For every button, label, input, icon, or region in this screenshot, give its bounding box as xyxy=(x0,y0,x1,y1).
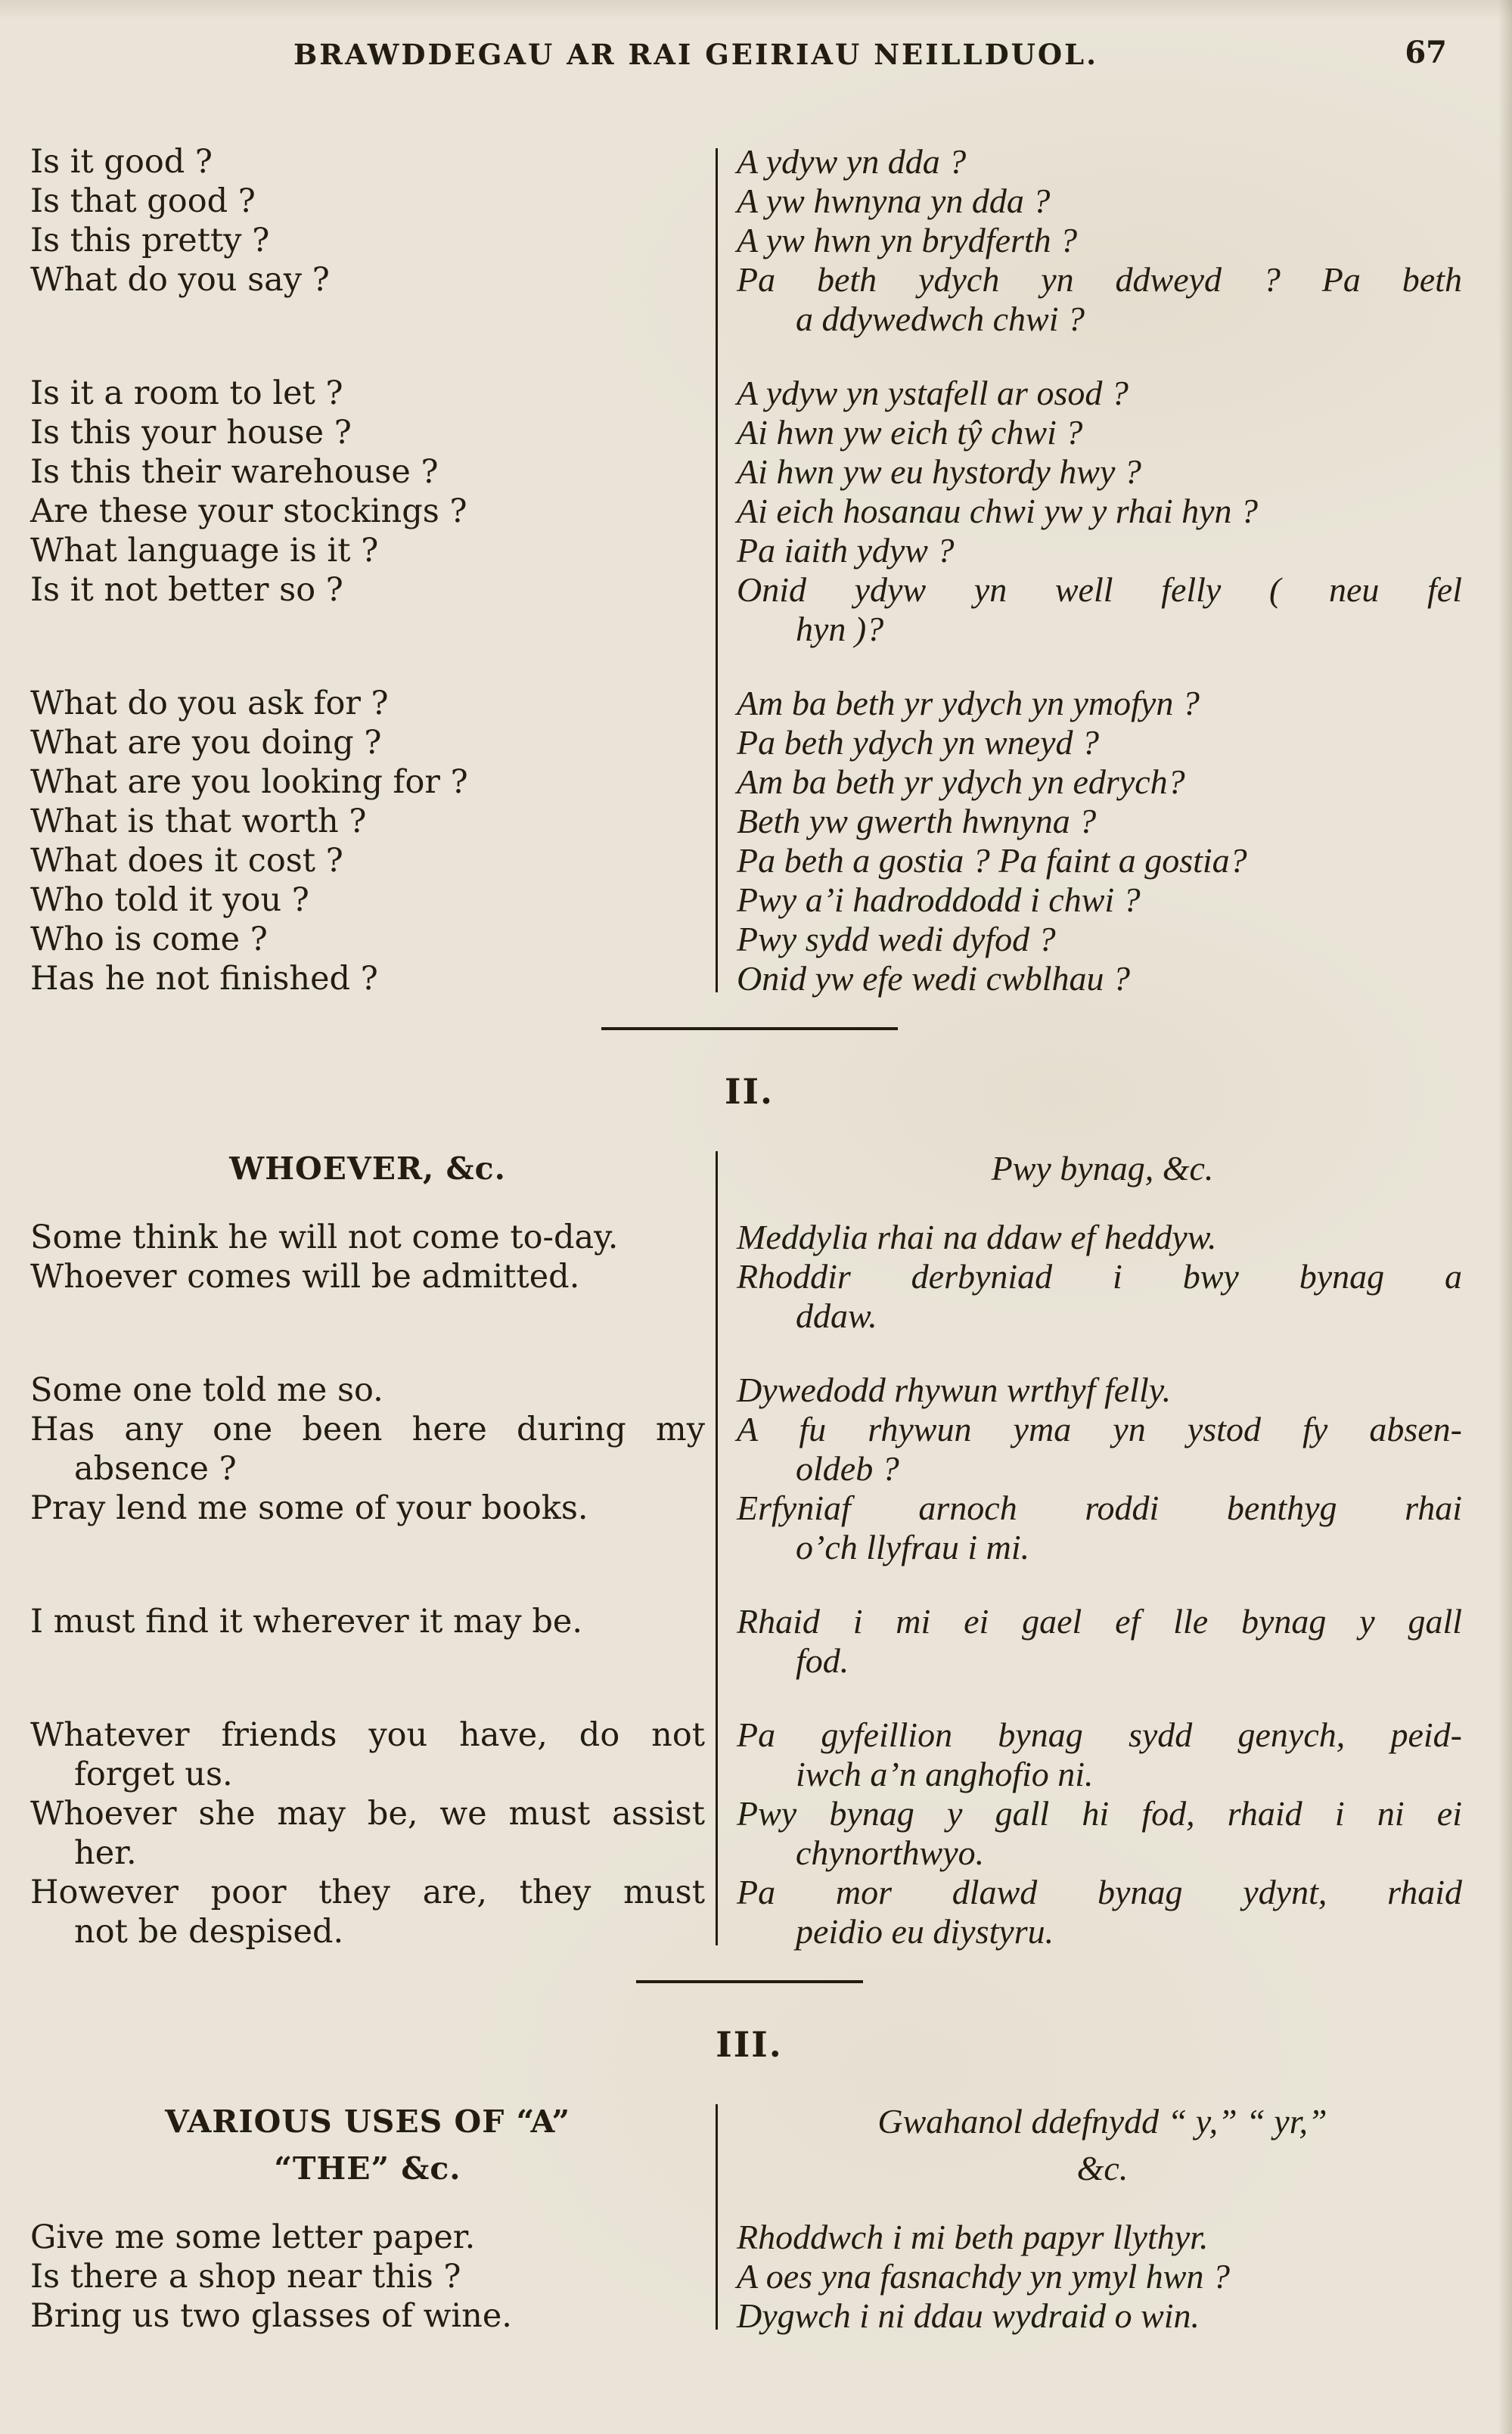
phrase-section xyxy=(30,1145,1468,1951)
text-line: A ydyw yn dda ? xyxy=(737,142,967,181)
text-line: Are these your stockings ? xyxy=(30,492,467,530)
phrase-row xyxy=(30,260,1468,339)
english-phrase xyxy=(30,1715,716,1794)
phrase-row xyxy=(30,1218,1468,1257)
text-line: iwch a’n anghofio ni. xyxy=(796,1755,1094,1793)
text-line: A yw hwn yn brydferth ? xyxy=(737,221,1078,259)
phrase-row xyxy=(30,452,1468,492)
welsh-phrase xyxy=(716,880,1468,920)
text-line: Some think he will not come to-day. xyxy=(30,1219,619,1256)
welsh-phrase xyxy=(716,841,1468,880)
phrase-row xyxy=(30,802,1468,841)
welsh-phrase xyxy=(716,2296,1468,2336)
phrase-row xyxy=(30,1602,1468,1681)
section-body xyxy=(30,142,1468,998)
text-line: Pa mor dlawd bynag ydynt, rhaid xyxy=(737,1873,1462,1911)
text-line: chynorthwyo. xyxy=(796,1833,985,1872)
english-phrase xyxy=(30,570,716,649)
section-divider-rule xyxy=(636,1980,863,1983)
text-line: Meddylia rhai na ddaw ef heddyw. xyxy=(737,1218,1217,1256)
heading-line: Pwy bynag, &c. xyxy=(991,1149,1214,1188)
phrase-row xyxy=(30,531,1468,570)
text-line: Pa gyfeillion bynag sydd genych, peid- xyxy=(737,1715,1462,1754)
text-line: Pa iaith ydyw ? xyxy=(737,531,955,570)
text-line: A fu rhywun yma yn ystod fy absen- xyxy=(737,1410,1462,1448)
welsh-phrase xyxy=(716,182,1468,221)
section-heading-welsh xyxy=(716,2098,1468,2192)
english-phrase xyxy=(30,2218,716,2257)
welsh-phrase xyxy=(716,1602,1468,1681)
welsh-phrase xyxy=(716,2257,1468,2296)
page-number: 67 xyxy=(1405,35,1447,70)
text-line: Onid ydyw yn well felly ( neu fel xyxy=(737,570,1462,609)
phrase-row xyxy=(30,492,1468,531)
welsh-phrase xyxy=(716,1794,1468,1873)
text-line: Who is come ? xyxy=(30,921,268,958)
phrase-row xyxy=(30,2218,1468,2257)
text-line: Pwy a’i hadroddodd i chwi ? xyxy=(737,880,1141,919)
welsh-phrase xyxy=(716,1410,1468,1489)
english-phrase xyxy=(30,684,716,723)
english-phrase xyxy=(30,221,716,260)
welsh-phrase xyxy=(716,492,1468,531)
text-line: Onid yw efe wedi cwblhau ? xyxy=(737,959,1130,998)
english-phrase xyxy=(30,802,716,841)
phrase-row xyxy=(30,880,1468,920)
section-heading-english xyxy=(30,1145,716,1192)
text-line: Is there a shop near this ? xyxy=(30,2258,461,2296)
phrase-row xyxy=(30,1371,1468,1410)
text-line: peidio eu diystyru. xyxy=(796,1912,1054,1951)
text-line: What language is it ? xyxy=(30,532,379,570)
section-heading-row xyxy=(30,2098,1468,2192)
welsh-phrase xyxy=(716,531,1468,570)
welsh-phrase xyxy=(716,802,1468,841)
text-line: Is it not better so ? xyxy=(30,571,343,609)
english-phrase xyxy=(30,920,716,959)
welsh-phrase xyxy=(716,2218,1468,2257)
page-header xyxy=(0,0,1512,112)
welsh-phrase xyxy=(716,723,1468,762)
text-line: What do you ask for ? xyxy=(30,685,389,722)
phrase-row xyxy=(30,841,1468,880)
text-line: Who told it you ? xyxy=(30,881,309,919)
text-line: Give me some letter paper. xyxy=(30,2218,476,2256)
welsh-phrase xyxy=(716,920,1468,959)
english-phrase xyxy=(30,2296,716,2336)
phrase-row xyxy=(30,1257,1468,1336)
english-phrase xyxy=(30,374,716,413)
text-line: absence ? xyxy=(74,1450,237,1488)
text-line: What is that worth ? xyxy=(30,803,367,840)
english-phrase xyxy=(30,1410,716,1489)
section-number: III. xyxy=(716,2024,783,2065)
text-line: What are you doing ? xyxy=(30,724,382,762)
phrase-row xyxy=(30,920,1468,959)
page-content xyxy=(0,142,1512,2336)
phrase-row xyxy=(30,2296,1468,2336)
section-heading-welsh xyxy=(716,1145,1468,1192)
running-title: BRAWDDEGAU AR RAI GEIRIAU NEILLDUOL. xyxy=(293,38,1099,71)
welsh-phrase xyxy=(716,1873,1468,1951)
english-phrase xyxy=(30,1873,716,1951)
english-phrase xyxy=(30,762,716,802)
text-line: Dygwch i ni ddau wydraid o win. xyxy=(737,2296,1200,2335)
phrase-row xyxy=(30,2257,1468,2296)
text-line: forget us. xyxy=(74,1756,233,1793)
phrase-row xyxy=(30,374,1468,413)
english-phrase xyxy=(30,1794,716,1873)
english-phrase xyxy=(30,723,716,762)
section-heading-english xyxy=(30,2098,716,2192)
section-divider-rule xyxy=(601,1027,898,1030)
english-phrase xyxy=(30,142,716,182)
welsh-phrase xyxy=(716,413,1468,452)
text-line: Ai hwn yw eu hystordy hwy ? xyxy=(737,452,1141,491)
text-line: Is that good ? xyxy=(30,182,256,220)
text-line: Is this your house ? xyxy=(30,414,352,452)
phrase-row xyxy=(30,1489,1468,1567)
text-line: A oes yna fasnachdy yn ymyl hwn ? xyxy=(737,2257,1230,2296)
heading-line: Gwahanol ddefnydd “ y,” “ yr,” xyxy=(877,2102,1327,2141)
english-phrase xyxy=(30,1218,716,1257)
english-phrase xyxy=(30,492,716,531)
phrase-row xyxy=(30,570,1468,649)
welsh-phrase xyxy=(716,221,1468,260)
section-heading-row xyxy=(30,1145,1468,1192)
english-phrase xyxy=(30,1602,716,1681)
welsh-phrase xyxy=(716,374,1468,413)
english-phrase xyxy=(30,413,716,452)
phrase-row xyxy=(30,684,1468,723)
phrase-section xyxy=(30,2098,1468,2336)
text-line: A ydyw yn ystafell ar osod ? xyxy=(737,374,1129,412)
phrase-row xyxy=(30,142,1468,182)
welsh-phrase xyxy=(716,570,1468,649)
welsh-phrase xyxy=(716,684,1468,723)
text-line: Is it good ? xyxy=(30,143,213,181)
text-line: Pwy sydd wedi dyfod ? xyxy=(737,920,1056,958)
text-line: Beth yw gwerth hwnyna ? xyxy=(737,802,1097,840)
phrase-row xyxy=(30,1715,1468,1794)
english-phrase xyxy=(30,2257,716,2296)
english-phrase xyxy=(30,1257,716,1336)
text-line: Pa beth ydych yn ddweyd ? Pa beth xyxy=(737,260,1462,299)
text-line: Some one told me so. xyxy=(30,1371,383,1409)
text-line: What does it cost ? xyxy=(30,842,343,880)
section-body xyxy=(30,1145,1468,1951)
welsh-phrase xyxy=(716,1218,1468,1257)
english-phrase xyxy=(30,260,716,339)
text-line: Whoever comes will be admitted. xyxy=(30,1258,580,1296)
text-line: Dywedodd rhywun wrthyf felly. xyxy=(737,1371,1172,1409)
english-phrase xyxy=(30,531,716,570)
welsh-phrase xyxy=(716,959,1468,998)
text-line: fod. xyxy=(796,1641,849,1680)
phrase-row xyxy=(30,723,1468,762)
heading-line: VARIOUS USES OF “A” xyxy=(164,2103,571,2140)
phrase-row xyxy=(30,762,1468,802)
text-line: ddaw. xyxy=(796,1296,877,1335)
text-line: A yw hwnyna yn dda ? xyxy=(737,182,1051,220)
welsh-phrase xyxy=(716,1715,1468,1794)
text-line: Am ba beth yr ydych yn edrych? xyxy=(737,762,1185,801)
phrase-row xyxy=(30,182,1468,221)
text-line: a ddywedwch chwi ? xyxy=(796,300,1085,338)
phrase-row xyxy=(30,1873,1468,1951)
heading-line: &c. xyxy=(1076,2149,1129,2187)
text-line: Is this their warehouse ? xyxy=(30,453,439,491)
phrase-row xyxy=(30,221,1468,260)
text-line: Has any one been here during my xyxy=(30,1411,705,1448)
section-number: II. xyxy=(724,1071,775,1112)
text-line: Rhoddwch i mi beth papyr llythyr. xyxy=(737,2218,1209,2256)
welsh-phrase xyxy=(716,260,1468,339)
text-line: not be despised. xyxy=(74,1913,344,1951)
text-line: Pwy bynag y gall hi fod, rhaid i ni ei xyxy=(737,1794,1462,1833)
text-line: her. xyxy=(74,1834,137,1872)
welsh-phrase xyxy=(716,1489,1468,1567)
text-line: What do you say ? xyxy=(30,261,330,299)
text-line: Ai eich hosanau chwi yw y rhai hyn ? xyxy=(737,492,1259,530)
text-line: Is this pretty ? xyxy=(30,222,270,259)
phrase-row xyxy=(30,1794,1468,1873)
text-line: Pray lend me some of your books. xyxy=(30,1489,588,1527)
text-line: Erfyniaf arnoch roddi benthyg rhai xyxy=(737,1489,1462,1527)
text-line: Pa beth ydych yn wneyd ? xyxy=(737,723,1099,762)
text-line: Rhaid i mi ei gael ef lle bynag y gall xyxy=(737,1602,1462,1641)
section-body xyxy=(30,2098,1468,2336)
text-line: Whoever she may be, we must assist xyxy=(30,1795,705,1833)
english-phrase xyxy=(30,452,716,492)
english-phrase xyxy=(30,182,716,221)
text-line: Rhoddir derbyniad i bwy bynag a xyxy=(737,1257,1462,1296)
phrase-row xyxy=(30,1410,1468,1489)
text-line: What are you looking for ? xyxy=(30,763,468,801)
text-line: Whatever friends you have, do not xyxy=(30,1716,705,1754)
text-line: However poor they are, they must xyxy=(30,1874,705,1911)
english-phrase xyxy=(30,880,716,920)
text-line: Bring us two glasses of wine. xyxy=(30,2297,512,2335)
text-line: hyn )? xyxy=(796,610,884,648)
welsh-phrase xyxy=(716,142,1468,182)
text-line: oldeb ? xyxy=(796,1449,899,1488)
heading-line: “THE” &c. xyxy=(274,2150,461,2187)
text-line: Has he not finished ? xyxy=(30,960,378,998)
phrase-row xyxy=(30,959,1468,998)
text-line: Pa beth a gostia ? Pa faint a gostia? xyxy=(737,841,1247,880)
welsh-phrase xyxy=(716,1257,1468,1336)
english-phrase xyxy=(30,841,716,880)
english-phrase xyxy=(30,1371,716,1410)
text-line: Am ba beth yr ydych yn ymofyn ? xyxy=(737,684,1200,722)
english-phrase xyxy=(30,1489,716,1567)
welsh-phrase xyxy=(716,1371,1468,1410)
welsh-phrase xyxy=(716,452,1468,492)
text-line: I must find it wherever it may be. xyxy=(30,1603,583,1641)
text-line: o’ch llyfrau i mi. xyxy=(796,1528,1030,1566)
phrase-section xyxy=(30,142,1468,998)
welsh-phrase xyxy=(716,762,1468,802)
phrase-row xyxy=(30,413,1468,452)
text-line: Is it a room to let ? xyxy=(30,374,343,412)
text-line: Ai hwn yw eich tŷ chwi ? xyxy=(737,413,1083,452)
heading-line: WHOEVER, &c. xyxy=(229,1150,506,1187)
english-phrase xyxy=(30,959,716,998)
